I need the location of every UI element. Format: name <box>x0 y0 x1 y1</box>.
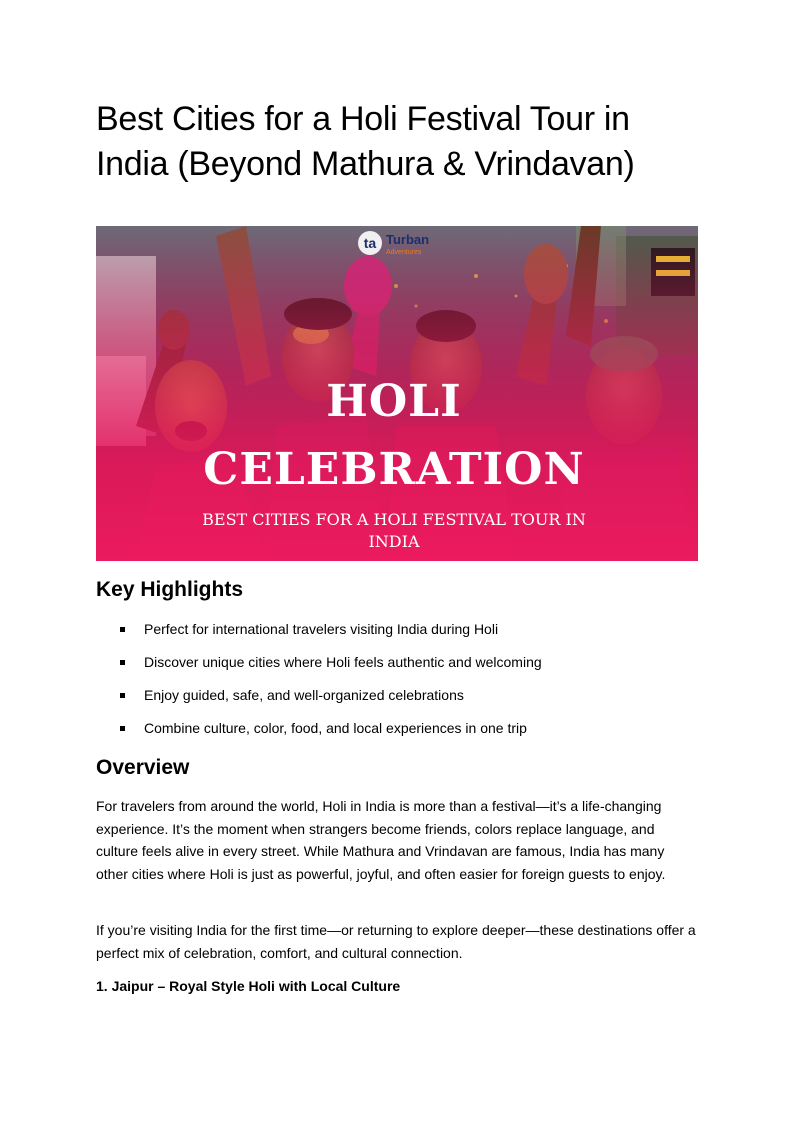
list-item-text: Enjoy guided, safe, and well-organized celebrations <box>144 687 464 703</box>
brand-logo <box>358 231 429 256</box>
bullet-square-icon <box>120 660 125 665</box>
logo-subtitle: Adventures <box>386 249 422 256</box>
hero-banner-image <box>96 226 698 561</box>
list-item-text: Combine culture, color, food, and local experiences in one trip <box>144 720 527 736</box>
hero-headline-celebration: CELEBRATION <box>203 444 585 495</box>
hero-caption-line-1: BEST CITIES FOR A HOLI FESTIVAL TOUR IN <box>202 510 586 529</box>
bullet-square-icon <box>120 693 125 698</box>
overview-paragraph-2: If you’re visiting India for the first time—or returning to explore deeper—these destinations offer a perfect mix of celebration, comfort, and cultural connection. <box>96 922 696 961</box>
logo-mark: ta <box>363 235 377 251</box>
key-highlights-heading: Key Highlights <box>96 578 244 601</box>
list-item <box>96 683 698 716</box>
logo-name: Turban <box>386 232 430 247</box>
list-item <box>96 716 698 749</box>
document-title: Best Cities for a Holi Festival Tour in India (Beyond Mathura & Vrindavan) <box>96 100 635 183</box>
list-item-text: Discover unique cities where Holi feels authentic and welcoming <box>144 654 542 670</box>
list-item <box>96 617 698 650</box>
list-item <box>96 650 698 683</box>
key-highlights-list <box>96 617 698 749</box>
bullet-square-icon <box>120 627 125 632</box>
jaipur-subheading: 1. Jaipur – Royal Style Holi with Local Culture <box>96 978 401 994</box>
hero-headline-holi: HOLI <box>326 376 462 427</box>
list-item-text: Perfect for international travelers visiting India during Holi <box>144 621 499 637</box>
overview-heading: Overview <box>96 756 190 779</box>
hero-caption-line-2: INDIA <box>368 532 420 551</box>
bullet-square-icon <box>120 726 125 731</box>
overview-paragraph-1: For travelers from around the world, Holi in India is more than a festival—it’s a life-changing experience. It’s the moment when strangers become friends, colors replace language, and culture feels alive in every street. While Mathura and Vrindavan are famous, India has many other cities where Holi is just as powerful, joyful, and often easier for foreign guests to enjoy. <box>96 798 666 882</box>
